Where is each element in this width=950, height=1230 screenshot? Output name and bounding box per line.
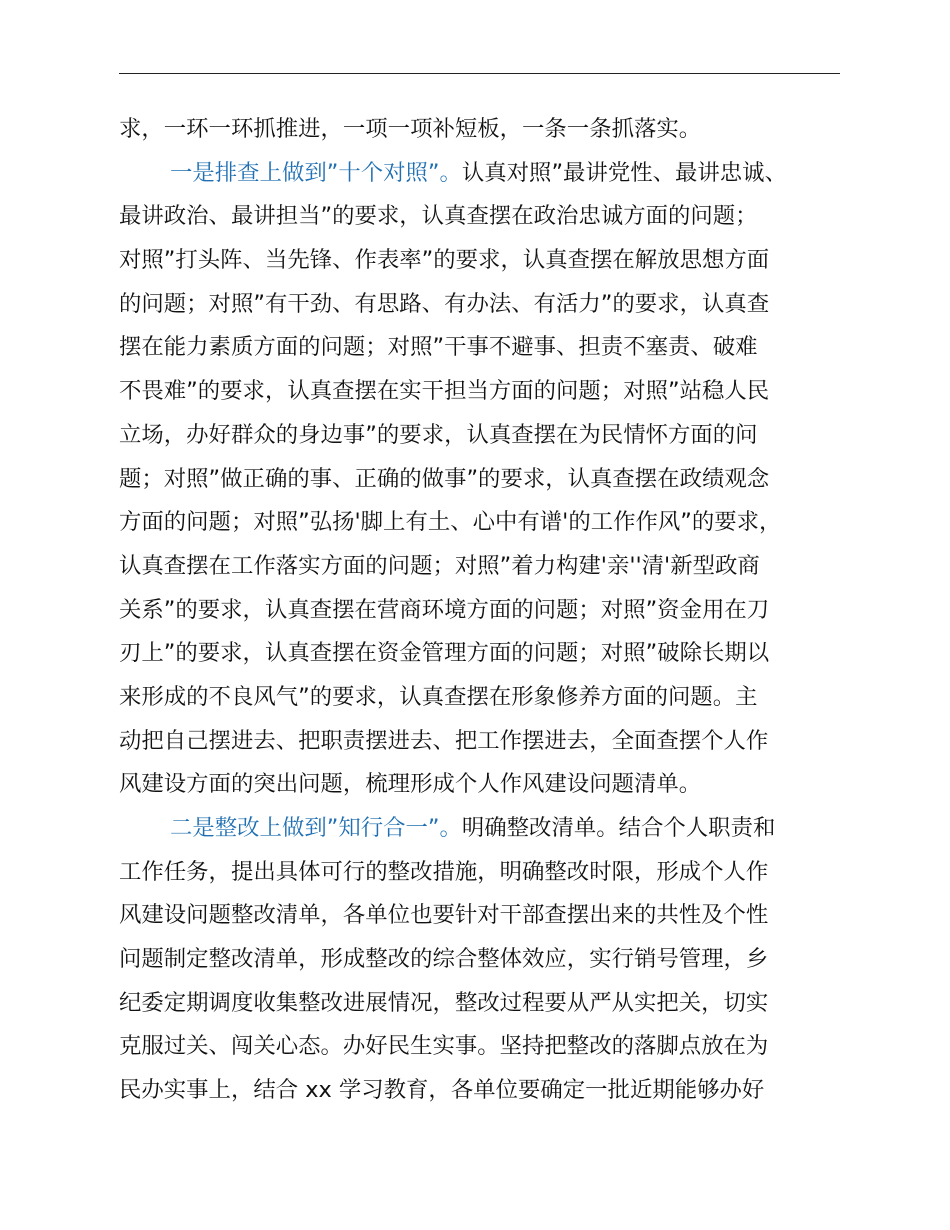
text-line: 动把自己摆进去、把职责摆进去、把工作摆进去，全面查摆个人作 — [119, 727, 769, 754]
text-line: 风建设问题整改清单，各单位也要针对干部查摆出来的共性及个性 — [119, 902, 769, 929]
paragraph-2-first-line: 二是整改上做到”知行合一”。明确整改清单。结合个人职责和 — [170, 815, 776, 841]
text-line: 克服过关、闯关心态。办好民生实事。坚持把整改的落脚点放在为 — [119, 1033, 769, 1060]
text-line: 的问题；对照”有干劲、有思路、有办法、有活力”的要求，认真查 — [119, 290, 770, 317]
text-line: 认真查摆在工作落实方面的问题；对照”着力构建'亲''清'新型政商 — [119, 552, 760, 579]
text-line: 求，一环一环抓推进，一项一项补短板，一条一条抓落实。 — [119, 116, 702, 142]
text-line: 对照”打头阵、当先锋、作表率”的要求，认真查摆在解放思想方面 — [119, 247, 770, 274]
text-line: 刃上”的要求，认真查摆在资金管理方面的问题；对照”破除长期以 — [119, 640, 770, 667]
text-line: 不畏难”的要求，认真查摆在实干担当方面的问题；对照”站稳人民 — [119, 378, 770, 405]
text-line: 民办实事上，结合 xx 学习教育，各单位要确定一批近期能够办好 — [119, 1077, 765, 1104]
text-line: 纪委定期调度收集整改进展情况，整改过程要从严从实把关，切实 — [119, 989, 769, 1016]
text-line: 风建设方面的突出问题，梳理形成个人作风建设问题清单。 — [119, 771, 702, 798]
header-rule — [119, 73, 840, 74]
paragraph-1-first-line: 一是排查上做到”十个对照”。认真对照”最讲党性、最讲忠诚、 — [170, 159, 787, 186]
text-line: 立场，办好群众的身边事”的要求，认真查摆在为民情怀方面的问 — [119, 421, 758, 448]
text-line: 来形成的不良风气”的要求，认真查摆在形象修养方面的问题。主 — [119, 683, 758, 710]
text-line: 题；对照”做正确的事、正确的做事”的要求，认真查摆在政绩观念 — [119, 465, 770, 492]
heading-1: 一是排查上做到”十个对照”。 — [170, 159, 462, 186]
text-line: 最讲政治、最讲担当”的要求，认真查摆在政治忠诚方面的问题； — [119, 203, 758, 230]
text-line: 摆在能力素质方面的问题；对照”干事不避事、担责不塞责、破难 — [119, 334, 758, 361]
text-line: 关系”的要求，认真查摆在营商环境方面的问题；对照”资金用在刀 — [119, 596, 770, 623]
document-body — [119, 108, 849, 1113]
text-line: 问题制定整改清单，形成整改的综合整体效应，实行销号管理，乡 — [119, 946, 769, 973]
heading-2: 二是整改上做到”知行合一”。 — [170, 815, 462, 841]
text-line: 工作任务，提出具体可行的整改措施，明确整改时限，形成个人作 — [119, 858, 769, 885]
text-line: 方面的问题；对照”弘扬'脚上有土、心中有谱'的工作作风”的要求， — [119, 509, 782, 536]
